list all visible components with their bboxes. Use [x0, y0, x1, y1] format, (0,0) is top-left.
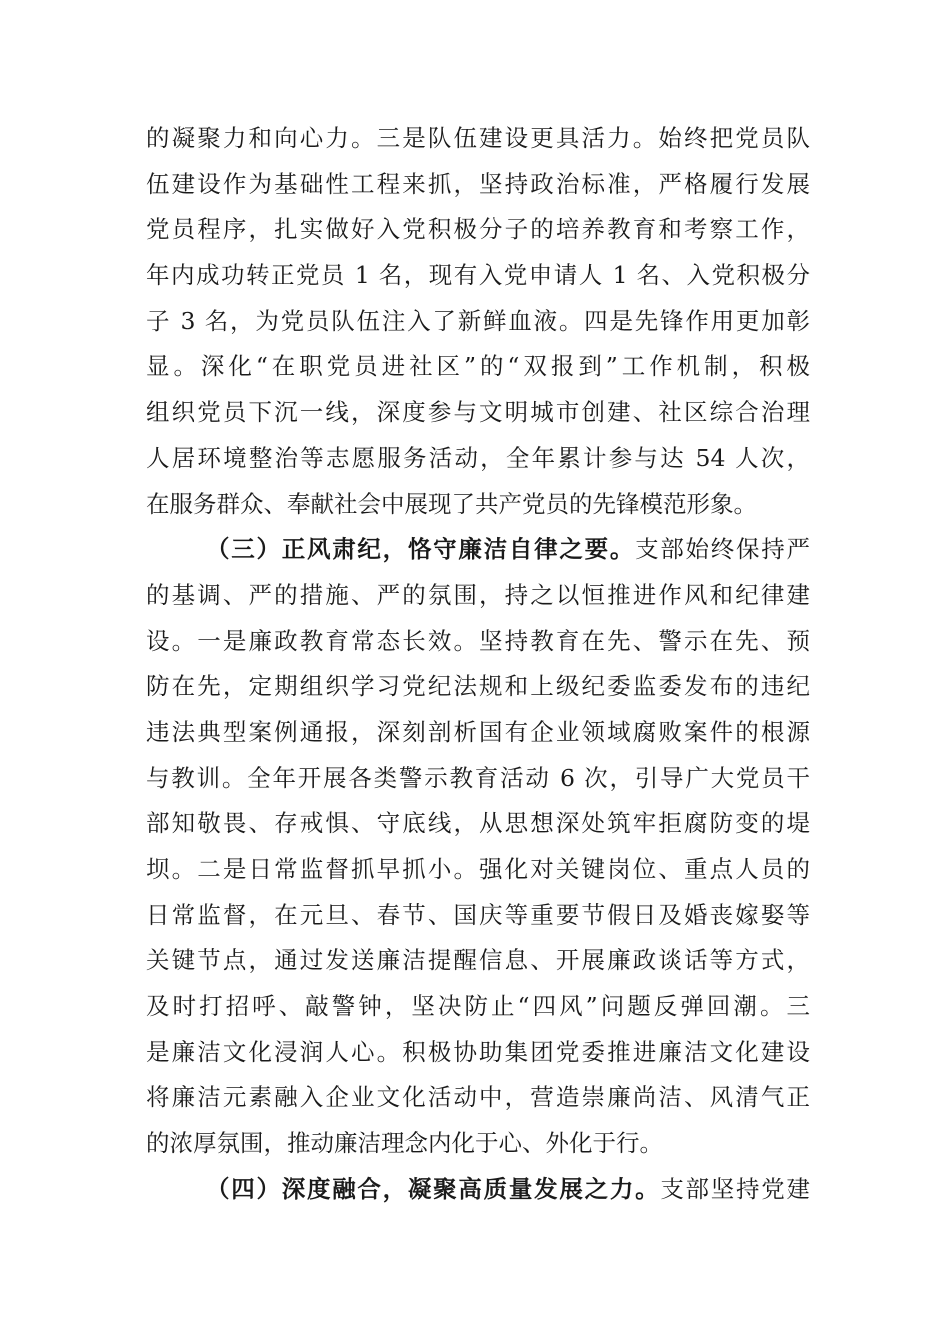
text-line: 日常监督，在元旦、春节、国庆等重要节假日及婚丧嫁娶等	[146, 900, 810, 929]
text-line: 防在先，定期组织学习党纪法规和上级纪委监委发布的违纪	[146, 672, 810, 701]
text-span: 支部坚持党建	[660, 1174, 810, 1203]
paragraph-first-line	[146, 527, 810, 573]
text-line: 关键节点，通过发送廉洁提醒信息、开展廉政谈话等方式，	[146, 946, 810, 975]
text-line: 伍建设作为基础性工程来抓，坚持政治标准，严格履行发展	[146, 169, 810, 198]
text-line: 坝。二是日常监督抓早抓小。强化对关键岗位、重点人员的	[146, 855, 810, 883]
text-line: 与教训。全年开展各类警示教育活动 6 次，引导广大党员干	[146, 763, 810, 792]
paragraph-3	[146, 1167, 810, 1213]
text-line: 年内成功转正党员 1 名，现有入党申请人 1 名、入党积极分	[146, 261, 810, 290]
text-line: 是廉洁文化浸润人心。积极协助集团党委推进廉洁文化建设	[146, 1037, 810, 1066]
text-line: 的凝聚力和向心力。三是队伍建设更具活力。始终把党员队	[146, 124, 810, 152]
text-line: 显。深化“在职党员进社区”的“双报到”工作机制，积极	[146, 352, 810, 381]
text-line: 在服务群众、奉献社会中展现了共产党员的先锋模范形象。	[146, 489, 757, 518]
section-heading-3: （三）正风肃纪，恪守廉洁自律之要。	[206, 535, 636, 564]
document-page	[146, 116, 810, 1213]
text-line: 的基调、严的措施、严的氛围，持之以恒推进作风和纪律建	[146, 580, 810, 609]
paragraph-first-line	[146, 1167, 810, 1213]
text-line: 组织党员下沉一线，深度参与文明城市创建、社区综合治理	[146, 398, 810, 427]
text-line: 人居环境整治等志愿服务活动，全年累计参与达 54 人次，	[146, 443, 810, 472]
text-line: 的浓厚氛围，推动廉洁理念内化于心、外化于行。	[146, 1129, 663, 1158]
paragraph-2	[146, 527, 810, 1167]
text-line: 党员程序，扎实做好入党积极分子的培养教育和考察工作，	[146, 215, 810, 244]
text-line: 部知敬畏、存戒惧、守底线，从思想深处筑牢拒腐防变的堤	[146, 809, 810, 838]
text-line: 及时打招呼、敲警钟，坚决防止“四风”问题反弹回潮。三	[146, 992, 810, 1021]
text-line: 设。一是廉政教育常态长效。坚持教育在先、警示在先、预	[146, 626, 810, 655]
text-span: 支部始终保持严	[635, 535, 810, 564]
paragraph-1	[146, 116, 810, 527]
section-heading-4: （四）深度融合，凝聚高质量发展之力。	[206, 1174, 661, 1203]
text-line: 将廉洁元素融入企业文化活动中，营造崇廉尚洁、风清气正	[146, 1083, 810, 1112]
text-line: 子 3 名，为党员队伍注入了新鲜血液。四是先锋作用更加彰	[146, 306, 810, 335]
text-line: 违法典型案例通报，深刻剖析国有企业领域腐败案件的根源	[146, 717, 810, 746]
